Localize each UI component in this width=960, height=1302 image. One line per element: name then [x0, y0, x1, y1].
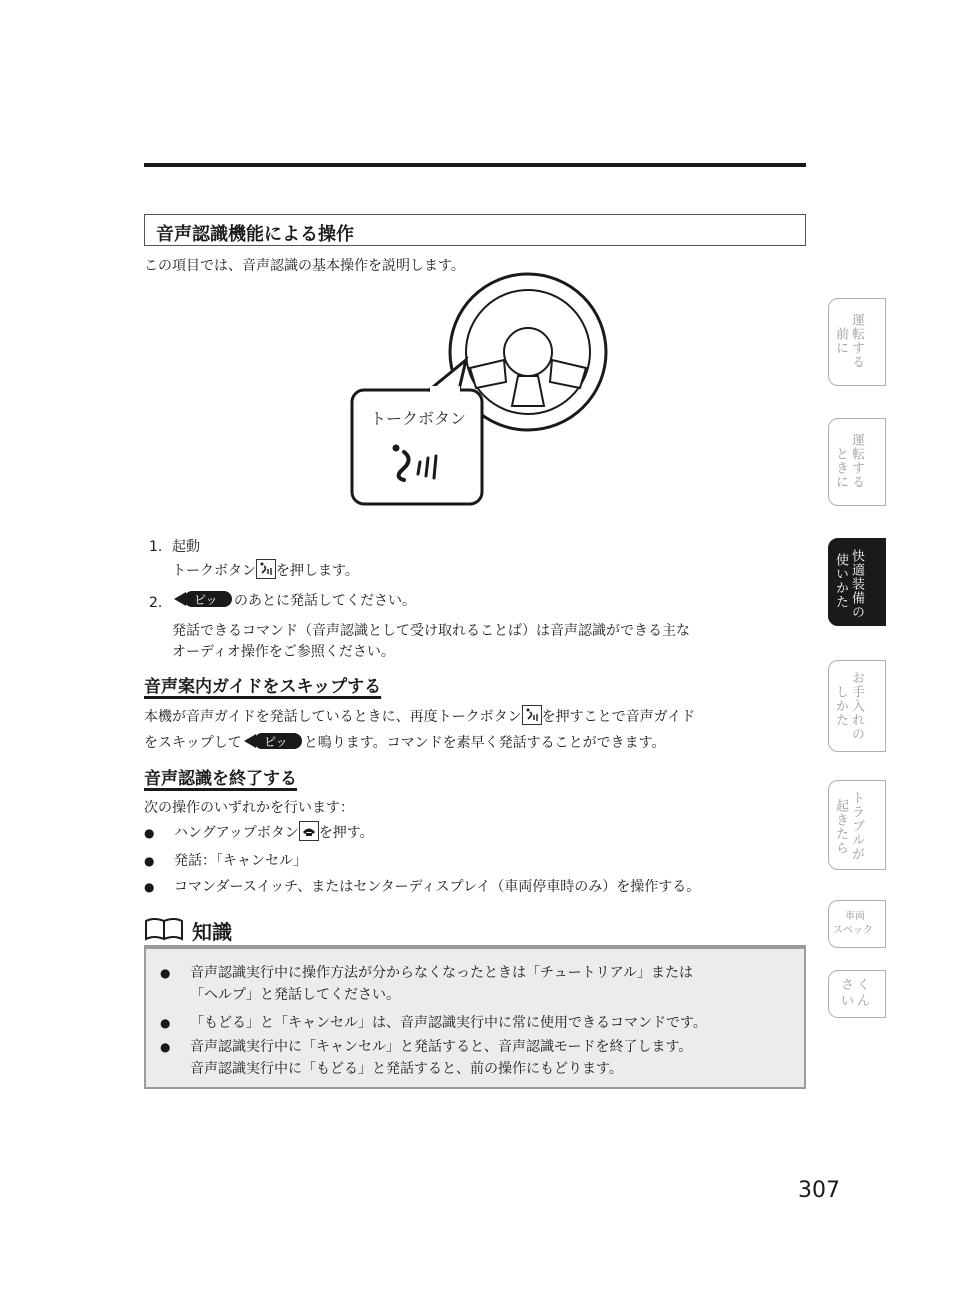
- page-number: 307: [798, 1178, 840, 1203]
- end-bullet-3: ● コマンダースイッチ、またはセンターディスプレイ（車両停車時のみ）を操作する。: [174, 876, 700, 898]
- end-heading: 音声認識を終了する: [144, 769, 297, 789]
- hang-up-icon: [299, 821, 319, 841]
- step-1-number: 1.: [149, 539, 163, 555]
- side-tab-index[interactable]: さく いん: [828, 970, 886, 1018]
- side-tab-while-driving[interactable]: 運転する ときに: [828, 418, 886, 506]
- talk-button-label: トークボタン: [370, 409, 467, 428]
- end-lead: 次の操作のいずれかを行います：: [144, 800, 354, 816]
- end-bullet-2: ● 発話：「キャンセル」: [174, 850, 307, 872]
- book-icon: [144, 915, 186, 945]
- end-bullet-1: ● ハングアップボタン を押す。: [174, 822, 374, 844]
- step-2-note-line2: オーディオ操作をご参照ください。: [172, 644, 395, 660]
- side-tab-comfort-features[interactable]: 快適装備の 使いかた: [828, 538, 886, 626]
- knowledge-heading: 知識: [192, 920, 232, 944]
- steering-wheel-figure: [348, 270, 608, 510]
- step-2-number: 2.: [149, 595, 163, 611]
- step-1-text: トークボタン を押します。: [172, 560, 359, 582]
- skip-line1: 本機が音声ガイドを発話しているときに、再度トークボタン を押すことで音声ガイド: [144, 706, 695, 728]
- beep-icon: [172, 590, 234, 608]
- knowledge-item-3: ● 音声認識実行中に「キャンセル」と発話すると、音声認識モードを終了します。 音声認識実行中に「もどる」と発話すると、前の操作にもどります。: [190, 1036, 692, 1080]
- step-1-title: 起動: [172, 539, 200, 555]
- knowledge-item-1: ● 音声認識実行中に操作方法が分からなくなったときは「チュートリアル」または 「ヘルプ」と発話してください。: [190, 962, 693, 1006]
- beep-icon: [242, 732, 304, 750]
- side-tab-specifications[interactable]: 車両 スペック: [828, 900, 886, 948]
- talk-button-icon: [522, 705, 542, 725]
- step-2-text: ピッ のあとに発話してください。: [172, 590, 416, 612]
- step-2-note-line1: 発話できるコマンド（音声認識として受け取れることば）は音声認識ができる主な: [172, 623, 690, 639]
- intro-text: この項目では、音声認識の基本操作を説明します。: [144, 258, 465, 274]
- skip-line2: をスキップして ピッ と鳴ります。コマンドを素早く発話することができます。: [144, 732, 666, 754]
- knowledge-item-2: ● 「もどる」と「キャンセル」は、音声認識実行中に常に使用できるコマンドです。: [190, 1012, 707, 1034]
- side-tab-maintenance[interactable]: お手入れの しかた: [828, 660, 886, 752]
- side-tab-trouble[interactable]: トラブルが 起きたら: [828, 780, 886, 870]
- beep-label: ピッ: [263, 735, 288, 749]
- side-tab-before-driving[interactable]: 運転する 前に: [828, 298, 886, 386]
- top-rule: [144, 163, 806, 167]
- section-title: 音声認識機能による操作: [156, 224, 354, 245]
- talk-button-icon: [256, 559, 276, 579]
- beep-label: ピッ: [194, 593, 218, 607]
- skip-heading: 音声案内ガイドをスキップする: [144, 677, 382, 697]
